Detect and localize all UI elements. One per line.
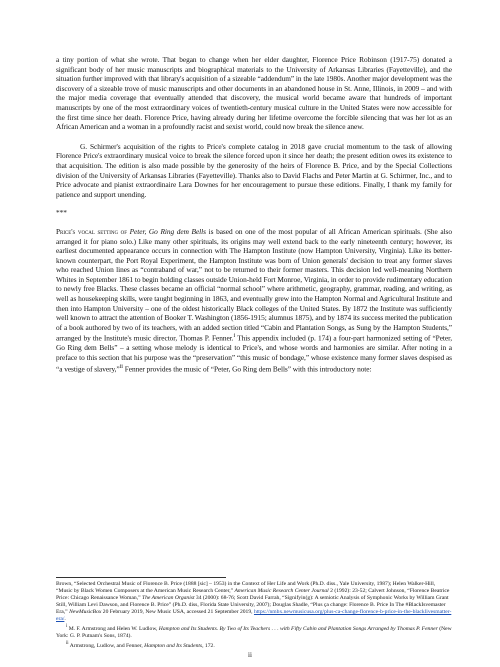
- footnote-ref-2: ii: [119, 363, 123, 370]
- paragraph-text-3: Fenner provides the music of “Peter, Go Ring dem Bells” with this introductory note:: [124, 364, 372, 374]
- footnote-text: 172.: [204, 642, 215, 649]
- journal-title: The American Organist: [141, 595, 195, 601]
- footnote-ref-1: i: [233, 333, 236, 340]
- paragraph-acknowledgments: G. Schirmer's acquisition of the rights to Price's complete catalog in 2018 gave crucial momentum to the task of allowing Florence Price's extraordinary musical voice to break the silence forced upon it since her death; the present edition owes its existence to that acquisition. The edition is also made possible by the generosity of the heirs of Florence B. Price, and by the Special Collections division of the University of Arkansas Libraries (Fayetteville). Thanks also to David Flachs and Peter Martin at G. Schirmer, Inc., and to Price advocate and pianist extraordinaire Lara Downes for her encouragement to pursue these editions. Finally, I thank my family for patience and support unending.: [56, 141, 452, 199]
- journal-title: American Music Research Center Journal: [234, 588, 329, 594]
- body-text: [56, 55, 452, 374]
- section-separator: ***: [56, 208, 67, 218]
- page-number: ii: [248, 651, 252, 659]
- book-title: Hampton and Its Students. By Two of Its Teachers . . . with Fifty Cabin and Plantation Songs Arranged by Thomas P. Fenner: [158, 625, 438, 632]
- footnote-continuation: Brown, “Selected Orchestral Music of Florence B. Price (1888 [sic] – 1953) in the Context of Her Life and Work (Ph.D. diss., Yale University, 1987); Helen Walker-Hill, “Music by Black Women Composers at the American Music Research Center,” American Music Research Center Journal 2 (1992): 23-52; Calvert Johnson, “Florence Beatrice Price: Chicago Renaissance Woman,” The American Organist 34 (2000): 68-76; Scott David Farrah, “Signifyin(g): A semiotic Analysis of Symphonic Works by William Grant Still, William Levi Dawson, and Florence B. Price” (Ph.D. diss, Florida State University, 2007); Douglas Shadle, “Plus ça change: Florence B. Price In The #BlackIsvemaster Era,” NewMusicBox 20 February 2019, New Music USA, accessed 21 September 2019, https://nmbx.newmusicusa.org/plus-ca-change-florence-b-price-in-the-blacklivesmatter-era/.: [56, 581, 452, 622]
- paragraph-peter-go-ring: [56, 227, 452, 374]
- footnote-divider: [56, 577, 226, 578]
- lead-small-caps: Price's vocal setting of: [56, 226, 127, 236]
- footnote-text: (New York: G. P. Putnam's Sons, 1874).: [56, 625, 452, 639]
- book-title: Hampton and Its Students,: [144, 642, 204, 649]
- footnote-text: 34 (2000): 68-76; Scott David Farrah, “Signifyin(g): A semiotic Analysis of Symphonic Works by William Grant Still, William Levi Dawson, and Florence B. Price” (Ph.D. diss, Florida State University, 2007); Douglas Shadle, “Plus ça change: Florence B. Price In The #BlackIsvemaster Era,”: [56, 595, 449, 615]
- footnote-text: Brown, “Selected Orchestral Music of Florence B. Price (1888 [sic] – 1953) in the Context of Her Life and Work (Ph.D. diss., Yale University, 1987); Helen Walker-Hill, “Music by Black Women Composers at the American Music Research Center,”: [56, 581, 436, 594]
- footnote-2: [56, 640, 452, 650]
- footnote-text: M. F. Armstrong and Helen W. Ludlow,: [68, 625, 158, 632]
- footnote-mark: ii: [66, 640, 69, 646]
- work-title: Peter, Go Ring dem Bells: [129, 226, 206, 236]
- paragraph-text: is based on one of the most popular of all African American spirituals. (She also arranged it for piano solo.) Like many other spirituals, its origins may well extend back to the early nineteenth century; however, its earliest documented appearance occurs in connection with The Hampton Institute (now Hampton University, Virginia). Like its better-known counterpart, the Port Royal Experiment, the Hampton Institute was born of Union generals' decision to treat any former slaves who reached Union lines as “contraband of war,” not to be returned to their former masters. This decision led well-meaning Northern Whites in September 1861 to begin holding classes outside Union-held Fort Monroe, Virginia, in order to provide rudimentary education to newly free Blacks. These classes became an official “normal school” where arithmetic, geography, grammar, reading, and writing, as well as housekeeping skills, were taught beginning in 1863, and eventually grew into the Hampton Normal and Agricultural Institute and then into Hampton University – one of the oldest historically Black colleges of the United States. By 1872 the Institute was sufficiently well known to attract the attention of Booker T. Washington (1856-1915; alumnus 1875), and by 1874 its success merited the publication of a book authored by two of its teachers, with an added section titled “Cabin and Plantation Songs, as Sung by the Hampton Students,” arranged by the Institute's music director, Thomas P. Fenner.: [56, 226, 452, 343]
- footnotes: [56, 581, 452, 650]
- footnote-mark: i: [66, 624, 68, 629]
- footnote-link[interactable]: https://nmbx.newmusicusa.org/plus-ca-change-florence-b-price-in-the-blacklivesmatter-era/: [56, 609, 452, 622]
- footnote-1: [56, 623, 452, 640]
- paragraph-intro-continuation: a tiny portion of what she wrote. That began to change when her elder daughter, Florence Price Robinson (1917-75) donated a significant body of her music manuscripts and biographical materials to the University of Arkansas Libraries (Fayetteville), and the situation further improved with that library's acquisition of a sizeable “addendum” in the late 1980s. Another major development was the discovery of a sizeable trove of music manuscripts and other documents in an abandoned house in St. Anne, Illinois, in 2009 – and with the major media coverage that eventually attended that discovery, the musical world became aware that hundreds of important manuscripts by one of the most extraordinary voices of twentieth-century musical culture in the United States were now accessible for the first time since her death. Florence Price, having already during her lifetime overcome the forcible silencing that was her lot as an African American and a woman in a profoundly racist and sexist world, could now break the silence anew.: [56, 55, 452, 132]
- paragraph-text-2: This appendix included (p. 174) a four-part harmonized setting of “Peter, Go Ring dem Bells” – a setting whose melody is identical to Price's, and whose words and harmonies are similar. After noting in a preface to this section that his purpose was the “preservation” “this music of bondage,” whose existence many former slaves despised as “a vestige of slavery,”: [56, 333, 453, 374]
- footnote-text: Armstrong, Ludlow, and Fenner,: [69, 642, 143, 649]
- journal-title: NewMusicBox: [69, 609, 102, 615]
- footnote-text: 20 February 2019, New Music USA, accessed 21 September 2019,: [102, 609, 253, 615]
- footnote-text: 2 (1992): 23-52; Calvert Johnson, “Florence Beatrice Price: Chicago Renaissance Woman,”: [56, 588, 450, 601]
